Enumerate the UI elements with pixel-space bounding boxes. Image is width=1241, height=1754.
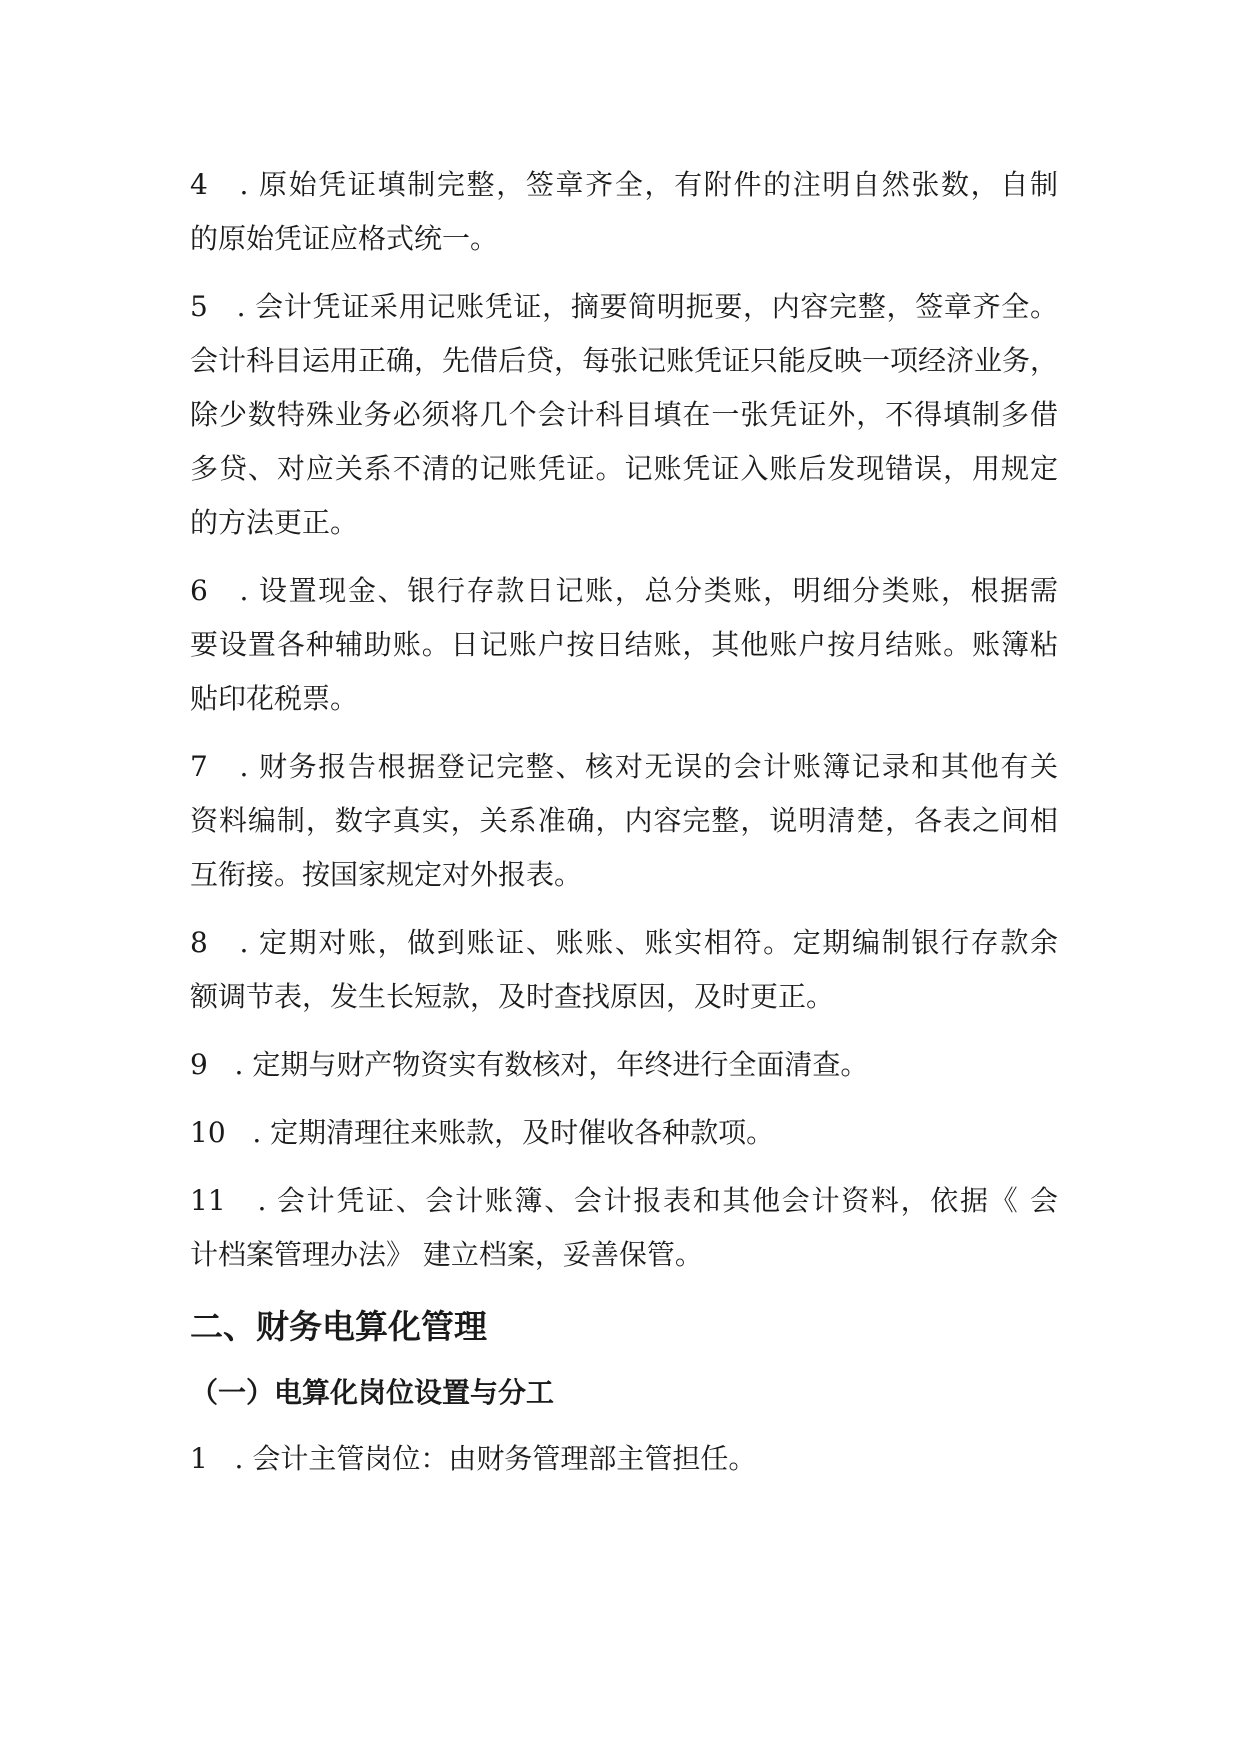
item-text: . 设置现金、银行存款日记账，总分类账，明细分类账，根据需 bbox=[239, 574, 1058, 607]
list-item-line: 贴印花税票。 bbox=[190, 682, 359, 715]
subsection-heading: （一）电算化岗位设置与分工 bbox=[190, 1376, 555, 1409]
list-item-line: 资料编制，数字真实，关系准确，内容完整，说明清楚，各表之间相 bbox=[190, 804, 1058, 837]
item-number: 6 bbox=[190, 574, 208, 607]
item-number: 1 bbox=[190, 1442, 208, 1475]
document-body bbox=[190, 158, 1058, 1500]
list-item-line bbox=[190, 916, 1058, 970]
list-item-line: 互衔接。按国家规定对外报表。 bbox=[190, 858, 583, 891]
item-number: 4 bbox=[190, 168, 208, 201]
list-item-6 bbox=[190, 564, 1058, 726]
section-heading: 二、财务电算化管理 bbox=[190, 1307, 487, 1346]
item-number: 5 bbox=[190, 290, 208, 323]
list-item-line bbox=[190, 280, 1058, 334]
list-item-1 bbox=[190, 1432, 1058, 1486]
list-item-line bbox=[190, 158, 1058, 212]
list-item-line: 计档案管理办法》 建立档案，妥善保管。 bbox=[190, 1238, 703, 1271]
item-text: . 定期对账，做到账证、账账、账实相符。定期编制银行存款余 bbox=[239, 926, 1058, 959]
list-item-9 bbox=[190, 1038, 1058, 1092]
item-number: 11 bbox=[190, 1184, 226, 1217]
item-number: 9 bbox=[190, 1048, 208, 1081]
list-item-5 bbox=[190, 280, 1058, 550]
list-item-line: 的原始凭证应格式统一。 bbox=[190, 222, 499, 255]
list-item-line: 的方法更正。 bbox=[190, 506, 359, 539]
item-text: . 定期与财产物资实有数核对，年终进行全面清查。 bbox=[234, 1048, 869, 1081]
item-text: . 会计凭证、会计账簿、会计报表和其他会计资料，依据《 会 bbox=[257, 1184, 1058, 1217]
list-item-line bbox=[190, 740, 1058, 794]
list-item-line bbox=[190, 1106, 1058, 1160]
item-text: . 原始凭证填制完整，签章齐全，有附件的注明自然张数，自制 bbox=[239, 168, 1058, 201]
item-text: . 会计凭证采用记账凭证，摘要简明扼要，内容完整，签章齐全。 bbox=[236, 290, 1058, 323]
list-item-10 bbox=[190, 1106, 1058, 1160]
list-item-7 bbox=[190, 740, 1058, 902]
list-item-line bbox=[190, 564, 1058, 618]
list-item-line: 要设置各种辅助账。日记账户按日结账，其他账户按月结账。账簿粘 bbox=[190, 628, 1058, 661]
item-number: 10 bbox=[190, 1116, 226, 1149]
list-item-line bbox=[190, 1174, 1058, 1228]
list-item-line: 多贷、对应关系不清的记账凭证。记账凭证入账后发现错误，用规定 bbox=[190, 452, 1058, 485]
list-item-line bbox=[190, 1432, 1058, 1486]
list-item-line: 除少数特殊业务必须将几个会计科目填在一张凭证外，不得填制多借 bbox=[190, 398, 1058, 431]
item-text: . 会计主管岗位：由财务管理部主管担任。 bbox=[234, 1442, 757, 1475]
list-item-line bbox=[190, 1038, 1058, 1092]
list-item-11 bbox=[190, 1174, 1058, 1282]
list-item-line: 额调节表，发生长短款，及时查找原因，及时更正。 bbox=[190, 980, 835, 1013]
list-item-8 bbox=[190, 916, 1058, 1024]
list-item-4 bbox=[190, 158, 1058, 266]
item-text: . 财务报告根据登记完整、核对无误的会计账簿记录和其他有关 bbox=[239, 750, 1058, 783]
item-text: . 定期清理往来账款，及时催收各种款项。 bbox=[252, 1116, 775, 1149]
list-item-line: 会计科目运用正确，先借后贷，每张记账凭证只能反映一项经济业务， bbox=[190, 344, 1058, 377]
item-number: 8 bbox=[190, 926, 208, 959]
item-number: 7 bbox=[190, 750, 208, 783]
